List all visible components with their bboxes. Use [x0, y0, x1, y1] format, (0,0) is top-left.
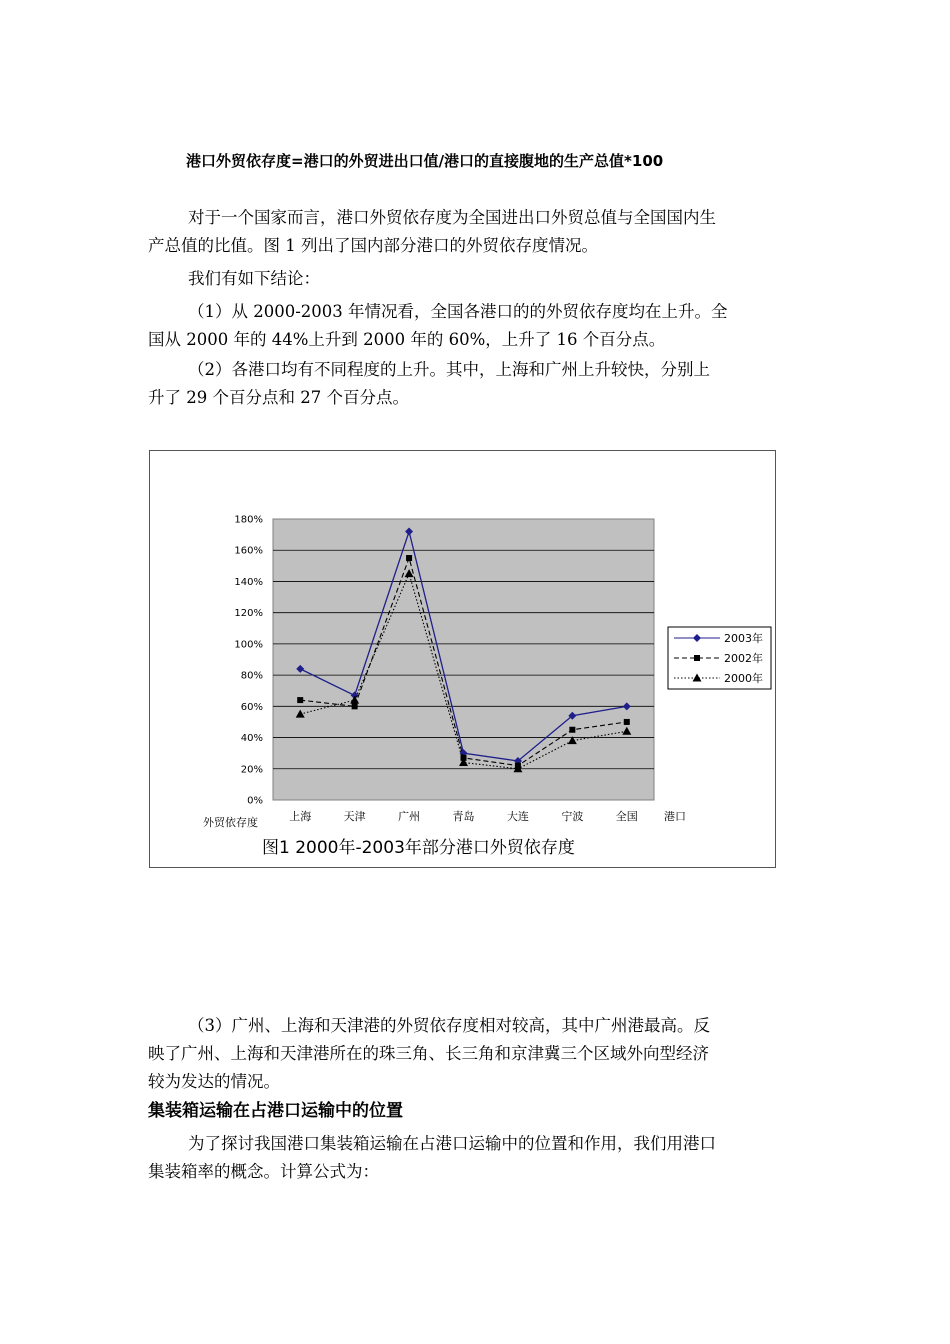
point-1: [148, 298, 804, 354]
point-1-line-1: （1）从 2000-2003 年情况看，全国各港口的的外贸依存度均在上升。全: [188, 302, 728, 321]
y-tick-label: 180%: [234, 514, 263, 526]
point-3-line-2: 映了广州、上海和天津港所在的珠三角、长三角和京津冀三个区域外向型经济: [148, 1044, 709, 1063]
chart-caption: 图1 2000年-2003年部分港口外贸依存度: [262, 838, 575, 858]
y-tick-label: 40%: [240, 733, 263, 745]
y-tick-label: 20%: [240, 764, 263, 776]
y-tick-label: 60%: [240, 701, 263, 713]
point-3: [148, 1012, 804, 1096]
chart-figure: [149, 450, 776, 868]
x-tick-label: 全国: [615, 810, 638, 823]
x-tick-label: 宁波: [561, 810, 584, 823]
section-heading: 集装箱运输在占港口运输中的位置: [148, 1101, 403, 1121]
conclusion-lead-text: 我们有如下结论：: [188, 269, 320, 288]
x-axis-label: 港口: [664, 810, 686, 823]
x-tick-label: 大连: [506, 810, 529, 823]
y-tick-label: 100%: [234, 639, 263, 651]
data-point-marker: [352, 703, 358, 709]
section-paragraph: [148, 1130, 804, 1186]
y-tick-label: 160%: [234, 545, 263, 557]
data-point-marker: [297, 697, 303, 703]
data-point-marker: [624, 719, 630, 725]
section-line-2: 集装箱率的概念。计算公式为：: [148, 1162, 379, 1181]
line-chart: [150, 451, 775, 867]
data-point-marker: [569, 727, 575, 733]
intro-line-2: 产总值的比值。图 1 列出了国内部分港口的外贸依存度情况。: [148, 236, 598, 255]
data-point-marker: [694, 655, 700, 661]
x-tick-label: 天津: [343, 810, 366, 823]
point-3-line-3: 较为发达的情况。: [148, 1072, 280, 1091]
y-tick-label: 80%: [240, 670, 263, 682]
x-tick-label: 上海: [289, 810, 312, 823]
y-tick-label: 120%: [234, 608, 263, 620]
point-2-line-2: 升了 29 个百分点和 27 个百分点。: [148, 388, 409, 407]
point-3-line-1: （3）广州、上海和天津港的外贸依存度相对较高，其中广州港最高。反: [188, 1016, 710, 1035]
y-tick-label: 140%: [234, 576, 263, 588]
formula: 港口外贸依存度=港口的外贸进出口值/港口的直接腹地的生产总值*100: [186, 152, 664, 170]
x-tick-label: 青岛: [452, 810, 475, 823]
intro-paragraph: [148, 204, 804, 260]
point-2: [148, 356, 804, 412]
point-2-line-1: （2）各港口均有不同程度的上升。其中，上海和广州上升较快，分别上: [188, 360, 710, 379]
legend-label: 2003年: [724, 632, 763, 645]
point-1-line-2: 国从 2000 年的 44%上升到 2000 年的 60%，上升了 16 个百分点。: [148, 330, 666, 349]
data-point-marker: [406, 555, 412, 561]
conclusion-lead: [148, 265, 804, 293]
y-tick-label: 0%: [247, 795, 263, 807]
x-tick-label: 广州: [398, 810, 421, 823]
y-axis-label: 外贸依存度: [203, 816, 258, 829]
legend-label: 2002年: [724, 652, 763, 665]
intro-line-1: 对于一个国家而言，港口外贸依存度为全国进出口外贸总值与全国国内生: [188, 208, 716, 227]
section-line-1: 为了探讨我国港口集装箱运输在占港口运输中的位置和作用，我们用港口: [188, 1134, 716, 1153]
legend-label: 2000年: [724, 672, 763, 685]
